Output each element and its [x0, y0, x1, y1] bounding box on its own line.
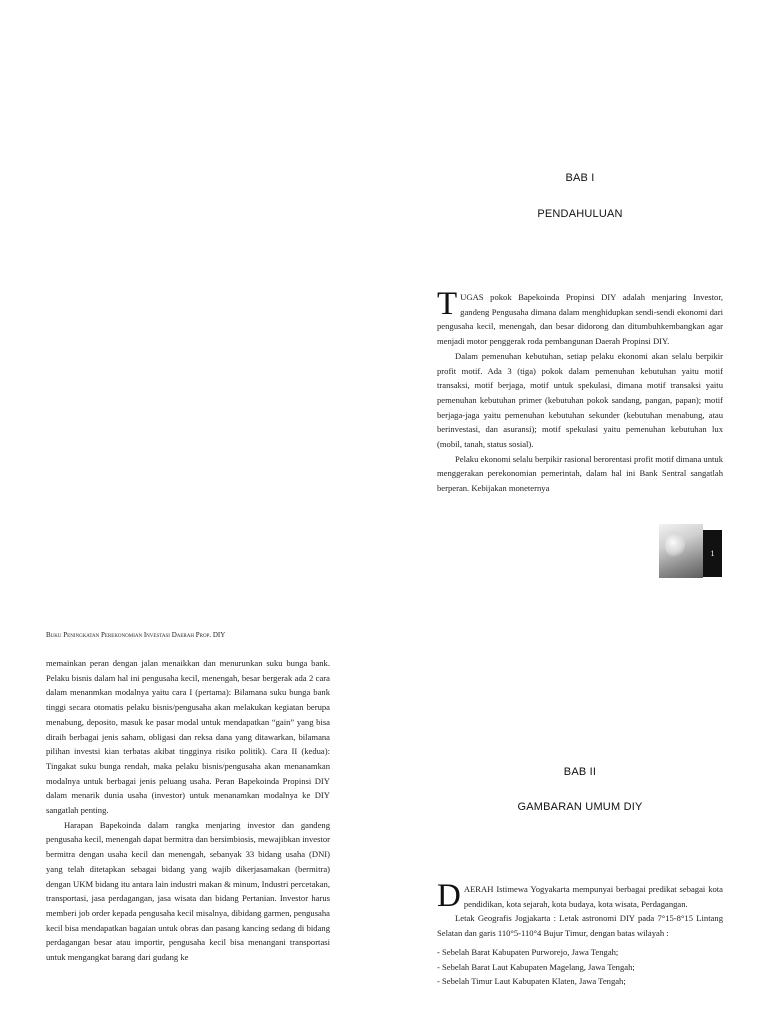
list-item: - Sebelah Barat Kabupaten Purworejo, Jawa Tengah;	[437, 946, 619, 957]
paragraph: Dalam pemenuhan kebutuhan, setiap pelaku ekonomi akan selalu berpikir profit motif. Ada 3 (tiga) pokok dalam pemenuhan kebutuhan yaitu motif transaksi, motif berjaga, motif untuk spekulasi, dimana motif transaksi yaitu pemenuhan kebutuhan primer (kebutuhan pokok sandang, pangan, papan); motif berjaga-jaga yaitu pemenuhan kebutuhan sekunder (kebutuhan menabung, atau berinvestasi, dan asuransi); motif spekulasi yaitu pemenuhan kebutuhan lux (mobil, tanah, status sosial).	[437, 350, 723, 450]
paragraph: Pelaku ekonomi selalu berpikir rasional berorentasi profit motif dimana untuk menggerakan perekonomian pemerintah, dalam hal ini Bank Sentral sangatlah berperan. Kebijakan moneternya	[437, 453, 724, 494]
paragraph: memainkan peran dengan jalan menaikkan dan menurunkan suku bunga bank. Pelaku bisnis dalam hal ini pengusaha kecil, menengah, besar bergerak ada 2 cara dalam menanmkan modalnya yaitu cara I (pertama): Bilamana suku bunga bank tinggi secara otomatis pelaku bisnis/pengusaha akan melakukan kegiatan berupa menabung, deposito, masuk ke pasar modal untuk mendapatkan “gain” yang bisa diraih berbagai jenis saham, obligasi dan reksa dana yang ditawarkan, bilamana pilihan investsi kian terbatas akibat tingginya risiko politik). Cara II (kedua): Tingakat suku bunga rendah, maka pelaku bisnis/pengusaha akan menanamkan modalnya untuk berbagai jenis peluang usaha. Peran Bapekoinda Propinsi DIY dalam menarik dunia usaha (investor) untuk menanamkan modalnya ke DIY sangatlah penting.	[46, 658, 330, 816]
chapter-subtitle: GAMBARAN UMUM DIY	[517, 801, 643, 813]
chapter-subtitle: PENDAHULUAN	[537, 208, 623, 220]
dropcap: D	[437, 878, 461, 914]
paragraph: DAERAH Istimewa Yogyakarta mempunyai berbagai predikat sebagai kota pendidikan, kota sejarah, kota budaya, kota wisata, Perdagangan.	[437, 878, 723, 914]
paragraph: TUGAS pokok Bapekoinda Propinsi DIY adalah menjaring Investor, gandeng Pengusaha dimana dalam menghidupkan sendi-sendi ekonomi dari pengusaha kecil, menengah, dan besar didorong dan ditumbuhkembangkan agar menjadi motor penggerak roda pembangunan Daerah Propinsi DIY.	[437, 286, 723, 347]
page-number: 1	[703, 530, 722, 577]
decorative-photo	[659, 524, 703, 578]
paragraph: Letak Geografis Jogjakarta : Letak astronomi DIY pada 7°15-8°15 Lintang Selatan dan garis 110°5-110°4 Bujur Timur, dengan batas wilayah :	[437, 913, 723, 939]
list-item: - Sebelah Timur Laut Kabupaten Klaten, Jawa Tengah;	[437, 976, 626, 987]
right-column	[437, 878, 723, 989]
border-list	[437, 945, 723, 989]
chapter-body	[437, 286, 724, 496]
chapter-title: BAB II	[563, 766, 597, 778]
left-column	[46, 656, 330, 965]
chapter-title: BAB I	[565, 172, 595, 184]
paragraph: Harapan Bapekoinda dalam rangka menjaring investor dan gandeng pengusaha kecil, menengah dapat bermitra dan bersimbiosis, mewajibkan investor bermitra dengan usaha kecil dan menengah, sebanyak 33 bidang usaha (DNI) yang telah ditetapkan sebagai bidang yang wajib dikerjasamakan (bermitra) dengan UKM bidang itu antara lain industri makan & minum, Industri percetakan, transportasi, jasa perdagangan, jasa wisata dan bidang Pertanian. Investor harus memberi job order kepada pengusaha kecil misalnya, dibidang garmen, pengusaha kecil bisa mendapatkan bagaian untuk obras dan pasang kancing sedang di bidang perdagangan besar atau importir, pengusaha kecil bisa menangani transportasi untuk mengangkat barang dari gudang ke	[46, 819, 330, 963]
dropcap: T	[437, 286, 458, 322]
running-header: Buku Peningkatan Perekonomian Investasi Daerah Prop. DIY	[46, 631, 226, 639]
list-item: - Sebelah Barat Laut Kabupaten Magelang, Jawa Tengah;	[437, 961, 635, 972]
